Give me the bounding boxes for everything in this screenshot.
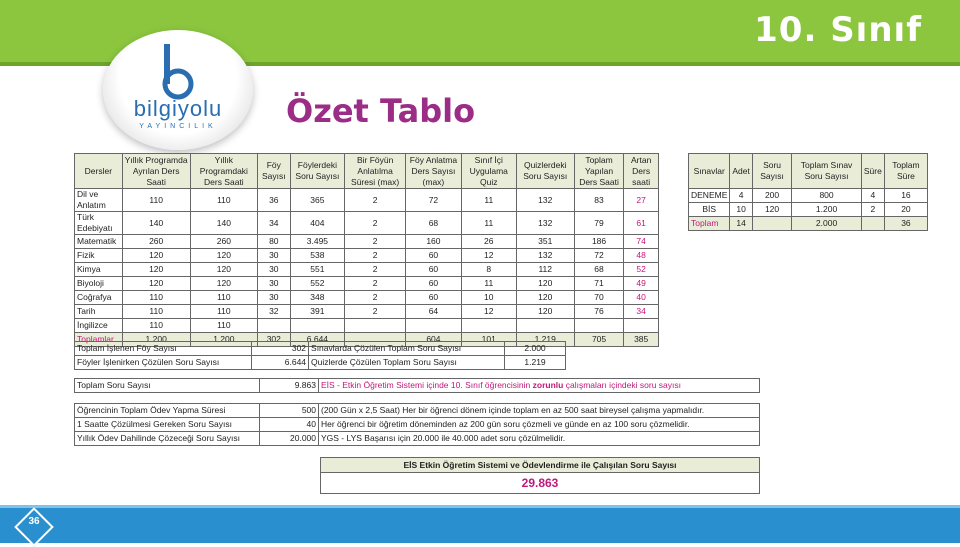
table-cell: 120 <box>122 263 190 277</box>
total-cell: 2.000 <box>792 217 862 231</box>
main-table <box>74 153 659 347</box>
column-header: Toplam Sınav Soru Sayısı <box>792 154 862 189</box>
column-header: Adet <box>730 154 753 189</box>
footer-bar <box>0 508 960 543</box>
row-label: Dil ve Anlatım <box>75 189 123 212</box>
table-cell: 12 <box>461 249 516 263</box>
table-cell: 552 <box>290 277 345 291</box>
table-cell: 70 <box>574 291 624 305</box>
table-cell: 11 <box>461 189 516 212</box>
table-cell: 1.200 <box>792 203 862 217</box>
table-cell: 20 <box>884 203 927 217</box>
summary-value: 6.644 <box>251 356 308 370</box>
table-cell: 11 <box>461 277 516 291</box>
logo-b-icon <box>160 44 196 102</box>
table-cell <box>258 319 290 333</box>
eis-value: 29.863 <box>321 473 760 494</box>
exam-table <box>688 153 928 231</box>
total-cell: 302 <box>258 333 290 347</box>
table-cell: 30 <box>258 291 290 305</box>
table-cell: 4 <box>861 189 884 203</box>
table-cell: 68 <box>405 212 461 235</box>
table-row <box>75 356 566 370</box>
table-cell: 36 <box>258 189 290 212</box>
total-question-note <box>319 379 760 393</box>
table-cell: 40 <box>624 291 659 305</box>
table-row <box>75 404 760 418</box>
table-row <box>75 319 659 333</box>
eis-title: EİS Etkin Öğretim Sistemi ve Ödevlendirme ile Çalışılan Soru Sayısı <box>321 458 760 473</box>
table-cell: 27 <box>624 189 659 212</box>
total-question-table <box>74 378 760 393</box>
summary-label: Öğrencinin Toplam Ödev Yapma Süresi <box>75 404 260 418</box>
table-cell: 260 <box>122 235 190 249</box>
column-header: Föy Sayısı <box>258 154 290 189</box>
table-cell: 120 <box>190 277 258 291</box>
column-header: Sınıf İçi Uygulama Quiz <box>461 154 516 189</box>
total-cell <box>752 217 791 231</box>
total-cell: 1.200 <box>122 333 190 347</box>
column-header: Süre <box>861 154 884 189</box>
table-row <box>75 235 659 249</box>
table-cell: 2 <box>345 212 406 235</box>
summary-label: Yıllık Ödev Dahilinde Çözeceği Soru Sayısı <box>75 432 260 446</box>
row-label: Coğrafya <box>75 291 123 305</box>
row-label: Tarih <box>75 305 123 319</box>
summary-value: 1.219 <box>505 356 566 370</box>
summary-value: 2.000 <box>505 342 566 356</box>
column-header: Föylerdeki Soru Sayısı <box>290 154 345 189</box>
table-cell: 60 <box>405 291 461 305</box>
total-label: Toplamlar <box>75 333 123 347</box>
table-row <box>75 342 566 356</box>
table-cell: 64 <box>405 305 461 319</box>
table-cell: 61 <box>624 212 659 235</box>
table-cell: 140 <box>122 212 190 235</box>
table-cell: 2 <box>345 235 406 249</box>
table-row <box>75 263 659 277</box>
table-cell: 110 <box>122 291 190 305</box>
page-title: Özet Tablo <box>286 92 476 130</box>
column-header: Artan Ders saati <box>624 154 659 189</box>
table-cell: 132 <box>516 212 574 235</box>
summary-note: YGS - LYS Başarısı için 20.000 ile 40.000 adet soru çözülmelidir. <box>319 432 760 446</box>
table-cell: 551 <box>290 263 345 277</box>
table-cell: 52 <box>624 263 659 277</box>
table-cell <box>574 319 624 333</box>
table-cell: 110 <box>190 305 258 319</box>
table-cell <box>345 319 406 333</box>
table-cell: 351 <box>516 235 574 249</box>
total-question-label: Toplam Soru Sayısı <box>75 379 260 393</box>
table-cell: 11 <box>461 212 516 235</box>
column-header: Bir Föyün Anlatılma Süresi (max) <box>345 154 406 189</box>
table-row <box>321 458 760 473</box>
table-cell: 120 <box>752 203 791 217</box>
summary-solved-table <box>74 341 566 370</box>
table-cell: 83 <box>574 189 624 212</box>
summary-value: 302 <box>251 342 308 356</box>
total-cell: 1.200 <box>190 333 258 347</box>
logo-sub: YAYINCILIK <box>139 123 217 130</box>
total-row <box>689 217 928 231</box>
table-cell: 30 <box>258 277 290 291</box>
table-cell: 160 <box>405 235 461 249</box>
table-cell: 12 <box>461 305 516 319</box>
table-cell: 110 <box>122 305 190 319</box>
column-header: Sınavlar <box>689 154 730 189</box>
total-label: Toplam <box>689 217 730 231</box>
table-cell <box>624 319 659 333</box>
table-row <box>75 189 659 212</box>
table-cell: 68 <box>574 263 624 277</box>
table-cell: 72 <box>574 249 624 263</box>
total-question-value: 9.863 <box>260 379 319 393</box>
exam-table-header <box>689 154 928 189</box>
note-bold: zorunlu <box>532 380 564 390</box>
table-cell: 110 <box>122 189 190 212</box>
table-cell: 112 <box>516 263 574 277</box>
note-prefix: EİS - Etkin Öğretim Sistemi içinde 10. Sınıf öğrencisinin <box>321 380 533 390</box>
table-cell: 49 <box>624 277 659 291</box>
table-cell: 48 <box>624 249 659 263</box>
row-label: DENEME <box>689 189 730 203</box>
table-cell: 110 <box>190 319 258 333</box>
row-label: Kimya <box>75 263 123 277</box>
table-cell: 34 <box>258 212 290 235</box>
summary-note: (200 Gün x 2,5 Saat) Her bir öğrenci dönem içinde toplam en az 500 saat bireysel çalışma yapmalıdır. <box>319 404 760 418</box>
table-row <box>75 277 659 291</box>
table-cell: 200 <box>752 189 791 203</box>
table-cell <box>290 319 345 333</box>
table-cell: 74 <box>624 235 659 249</box>
table-cell: 120 <box>516 291 574 305</box>
summary-note: Her öğrenci bir öğretim döneminden az 200 gün soru çözmeli ve günde en az 100 soru çözmelidir. <box>319 418 760 432</box>
table-cell: 60 <box>405 277 461 291</box>
column-header: Quizlerdeki Soru Sayısı <box>516 154 574 189</box>
column-header: Toplam Yapılan Ders Saati <box>574 154 624 189</box>
row-label: Matematik <box>75 235 123 249</box>
table-cell: 365 <box>290 189 345 212</box>
logo <box>103 30 253 150</box>
table-cell: 120 <box>122 249 190 263</box>
table-cell: 10 <box>461 291 516 305</box>
table-cell: 120 <box>122 277 190 291</box>
note-suffix: çalışmaları içindeki soru sayısı <box>563 380 681 390</box>
table-cell: 110 <box>190 291 258 305</box>
column-header: Toplam Süre <box>884 154 927 189</box>
table-cell: 79 <box>574 212 624 235</box>
table-cell: 120 <box>190 263 258 277</box>
total-cell: 1.219 <box>516 333 574 347</box>
table-cell: 348 <box>290 291 345 305</box>
total-cell: 36 <box>884 217 927 231</box>
row-label: Biyoloji <box>75 277 123 291</box>
table-cell: 80 <box>258 235 290 249</box>
summary-label: Föyler İşlenirken Çözülen Soru Sayısı <box>75 356 252 370</box>
eis-table <box>320 457 760 494</box>
column-header: Yıllık Programda Ayrılan Ders Saati <box>122 154 190 189</box>
table-cell: 76 <box>574 305 624 319</box>
table-cell: 30 <box>258 263 290 277</box>
table-cell: 120 <box>516 305 574 319</box>
table-cell: 60 <box>405 263 461 277</box>
summary-label: Toplam İşlenen Föy Sayısı <box>75 342 252 356</box>
table-row <box>689 189 928 203</box>
table-cell: 32 <box>258 305 290 319</box>
table-cell: 26 <box>461 235 516 249</box>
column-header: Soru Sayısı <box>752 154 791 189</box>
table-cell: 72 <box>405 189 461 212</box>
table-cell: 2 <box>345 305 406 319</box>
table-cell: 132 <box>516 249 574 263</box>
summary-value: 40 <box>260 418 319 432</box>
column-header: Dersler <box>75 154 123 189</box>
table-cell: 71 <box>574 277 624 291</box>
table-row <box>75 291 659 305</box>
table-cell: 3.495 <box>290 235 345 249</box>
summary-label: Sınavlarda Çözülen Toplam Soru Sayısı <box>309 342 505 356</box>
table-cell: 34 <box>624 305 659 319</box>
row-label: İngilizce <box>75 319 123 333</box>
total-cell: 14 <box>730 217 753 231</box>
table-cell: 391 <box>290 305 345 319</box>
table-row <box>75 379 760 393</box>
table-cell: 4 <box>730 189 753 203</box>
total-cell: 705 <box>574 333 624 347</box>
table-cell <box>461 319 516 333</box>
total-cell: 385 <box>624 333 659 347</box>
table-cell: 132 <box>516 189 574 212</box>
page-number: 36 <box>28 516 40 527</box>
table-cell: 260 <box>190 235 258 249</box>
summary-label: 1 Saatte Çözülmesi Gereken Soru Sayısı <box>75 418 260 432</box>
table-row <box>75 432 760 446</box>
table-cell: 16 <box>884 189 927 203</box>
table-row <box>75 212 659 235</box>
row-label: Türk Edebiyatı <box>75 212 123 235</box>
total-cell <box>861 217 884 231</box>
table-cell: 30 <box>258 249 290 263</box>
row-label: Fizik <box>75 249 123 263</box>
table-cell: 2 <box>861 203 884 217</box>
table-cell: 8 <box>461 263 516 277</box>
main-table-header <box>75 154 659 189</box>
summary-value: 500 <box>260 404 319 418</box>
table-cell: 800 <box>792 189 862 203</box>
row-label: BİS <box>689 203 730 217</box>
table-cell: 110 <box>190 189 258 212</box>
table-cell: 120 <box>516 277 574 291</box>
grade-title: 10. Sınıf <box>754 10 922 50</box>
column-header: Yıllık Programdaki Ders Saati <box>190 154 258 189</box>
total-cell: 101 <box>461 333 516 347</box>
table-cell: 110 <box>122 319 190 333</box>
table-row <box>75 418 760 432</box>
table-row <box>75 305 659 319</box>
table-cell: 120 <box>190 249 258 263</box>
table-cell: 2 <box>345 263 406 277</box>
summary-label: Quizlerde Çözülen Toplam Soru Sayısı <box>309 356 505 370</box>
table-row <box>75 249 659 263</box>
homework-table <box>74 403 760 446</box>
table-cell: 538 <box>290 249 345 263</box>
table-row <box>321 473 760 494</box>
logo-name: bilgiyolu <box>133 96 223 121</box>
table-cell <box>516 319 574 333</box>
table-cell: 2 <box>345 291 406 305</box>
table-cell: 2 <box>345 249 406 263</box>
table-cell <box>405 319 461 333</box>
table-cell: 140 <box>190 212 258 235</box>
summary-value: 20.000 <box>260 432 319 446</box>
total-cell: 6.644 <box>290 333 345 347</box>
total-cell: 604 <box>405 333 461 347</box>
table-cell: 2 <box>345 277 406 291</box>
table-cell: 404 <box>290 212 345 235</box>
table-row <box>689 203 928 217</box>
table-cell: 10 <box>730 203 753 217</box>
table-cell: 2 <box>345 189 406 212</box>
table-cell: 60 <box>405 249 461 263</box>
table-cell: 186 <box>574 235 624 249</box>
column-header: Föy Anlatma Ders Sayısı (max) <box>405 154 461 189</box>
